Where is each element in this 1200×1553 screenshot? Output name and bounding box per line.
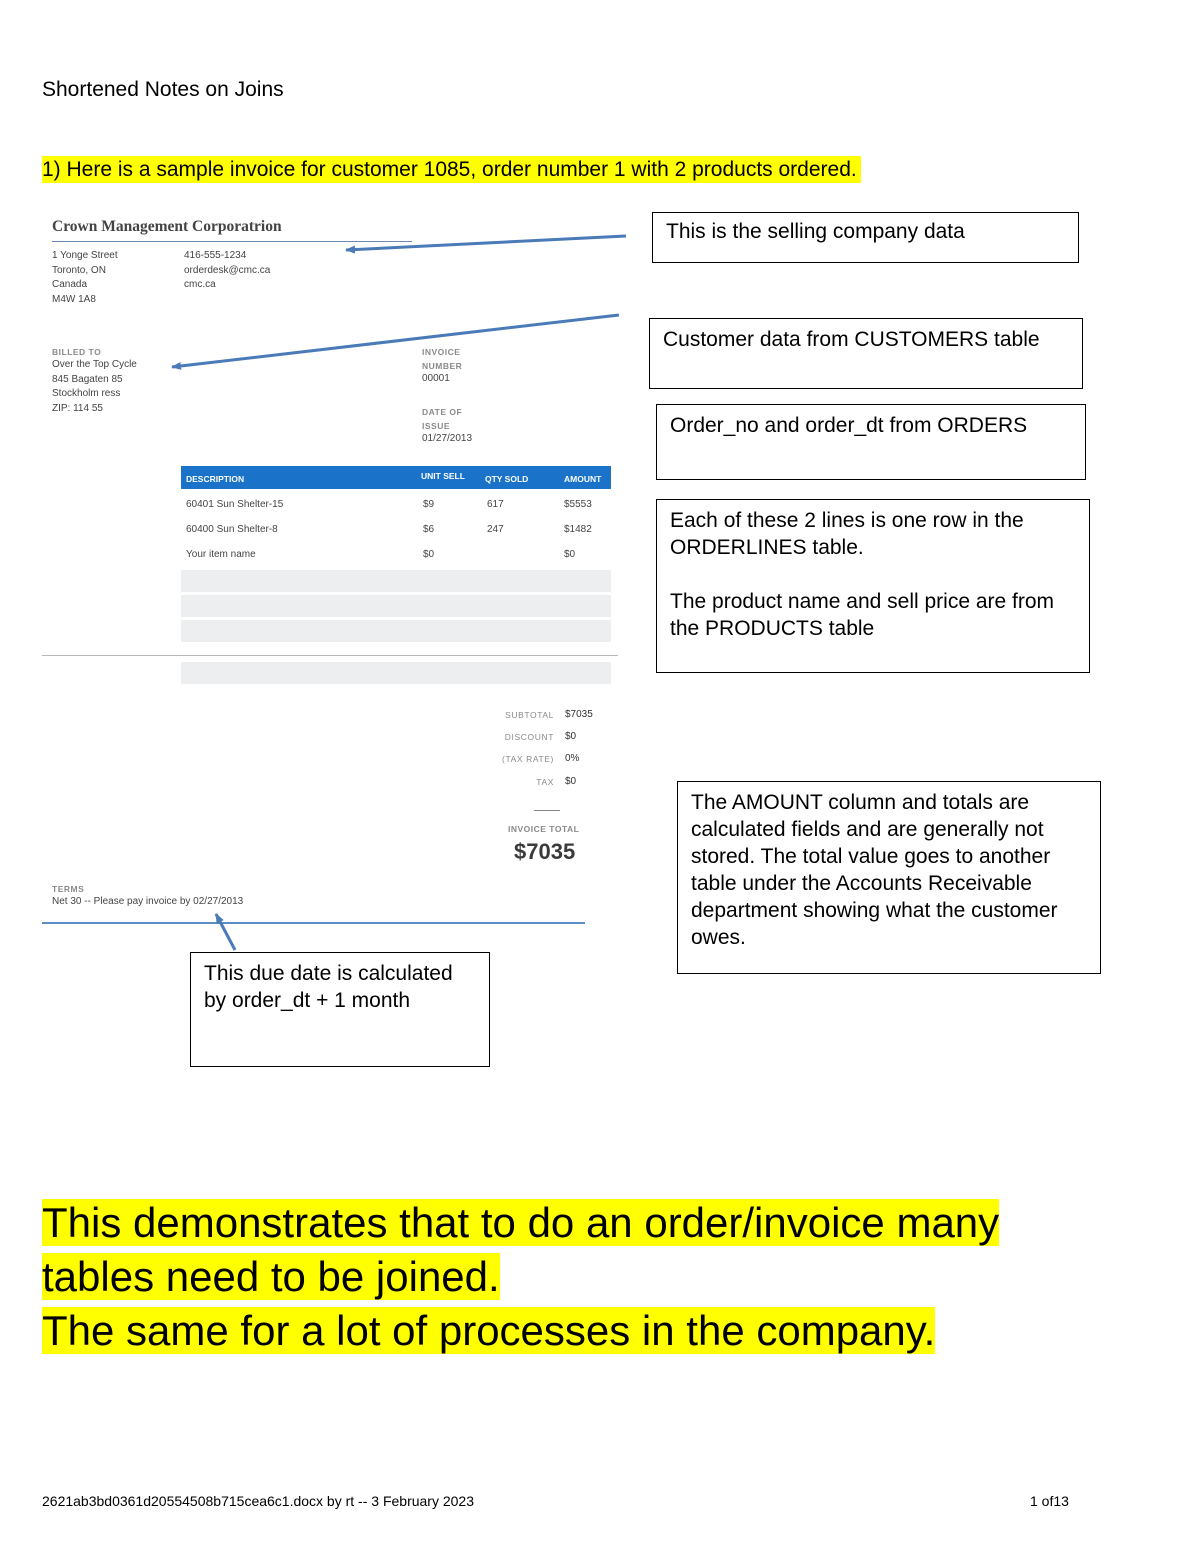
callout-text: This due date is calculated by order_dt + 1 month <box>204 962 453 1012</box>
row-amount: $0 <box>564 549 576 560</box>
callout-text: Each of these 2 lines is one row in the ORDERLINES table. <box>670 509 1024 559</box>
intro-highlight: 1) Here is a sample invoice for customer 1085, order number 1 with 2 products ordered. <box>42 156 861 183</box>
billed-line: ZIP: 114 55 <box>52 402 103 414</box>
row-description: Your item name <box>186 549 256 560</box>
contact-email: orderdesk@cmc.ca <box>184 264 271 276</box>
invoice-number-label-1: INVOICE <box>422 347 461 357</box>
terms-text: Net 30 -- Please pay invoice by 02/27/2013 <box>52 896 244 907</box>
row-unit-sell: $9 <box>423 499 435 510</box>
billed-line: Over the Top Cycle <box>52 359 137 370</box>
row-amount: $1482 <box>564 524 592 535</box>
row-unit-sell: $6 <box>423 524 435 535</box>
document-title: Shortened Notes on Joins <box>42 78 284 101</box>
date-label-2: ISSUE <box>422 421 451 431</box>
company-name: Crown Management Corporatrion <box>52 218 282 235</box>
col-unit-sell: UNIT SELL <box>421 471 465 481</box>
row-description: 60401 Sun Shelter-15 <box>186 499 284 510</box>
row-amount: $5553 <box>564 499 592 510</box>
billed-line: Stockholm ress <box>52 388 121 399</box>
address-line: Canada <box>52 279 88 290</box>
address-line: M4W 1A8 <box>52 293 96 305</box>
billed-to-label: BILLED TO <box>52 347 102 357</box>
invoice-number: 00001 <box>422 373 450 384</box>
tax-value: $0 <box>565 776 577 787</box>
conclusion-line: tables need to be joined. <box>42 1253 500 1300</box>
invoice-total-label: INVOICE TOTAL <box>508 824 580 834</box>
contact-phone: 416-555-1234 <box>184 250 247 261</box>
billed-line: 845 Bagaten 85 <box>52 373 123 385</box>
conclusion-line: The same for a lot of processes in the company. <box>42 1307 936 1354</box>
callout-text: This is the selling company data <box>666 220 965 243</box>
subtotal-value: $7035 <box>565 709 593 720</box>
arrow-customer <box>172 315 619 367</box>
invoice-number-label-2: NUMBER <box>422 361 463 371</box>
row-qty: 247 <box>487 524 504 535</box>
subtotal-label: SUBTOTAL <box>505 710 554 720</box>
conclusion <box>42 1196 1162 1358</box>
callout-text: The AMOUNT column and totals are calculated fields and are generally not stored. The total value goes to another table under the Accounts Receivable department showing what the customer owes. <box>691 791 1058 949</box>
row-unit-sell: $0 <box>423 549 435 560</box>
tax-rate-value: 0% <box>565 753 580 764</box>
callout-text: Order_no and order_dt from ORDERS <box>670 414 1028 437</box>
date-label-1: DATE OF <box>422 407 463 417</box>
callout-text: The product name and sell price are from the PRODUCTS table <box>670 590 1055 640</box>
arrow-due-date <box>216 914 235 950</box>
col-description: DESCRIPTION <box>186 474 245 484</box>
callout-text: Customer data from CUSTOMERS table <box>663 328 1040 351</box>
contact-website: cmc.ca <box>184 279 216 290</box>
address-line: 1 Yonge Street <box>52 250 118 261</box>
tax-rate-label: (TAX RATE) <box>502 754 554 764</box>
discount-value: $0 <box>565 731 577 742</box>
row-qty: 617 <box>487 499 504 510</box>
row-description: 60400 Sun Shelter-8 <box>186 524 278 535</box>
tax-label: TAX <box>536 777 554 787</box>
footer-page-number: 1 of13 <box>1030 1493 1069 1509</box>
terms-label: TERMS <box>52 884 85 894</box>
conclusion-line: This demonstrates that to do an order/invoice many <box>42 1199 1000 1246</box>
date-of-issue: 01/27/2013 <box>422 433 473 444</box>
invoice-total: $7035 <box>514 839 576 864</box>
address-line: Toronto, ON <box>52 264 106 276</box>
arrow-company <box>346 236 626 250</box>
footer-filename: 2621ab3bd0361d20554508b715cea6c1.docx by rt -- 3 February 2023 <box>42 1493 474 1509</box>
discount-label: DISCOUNT <box>504 732 554 742</box>
col-qty-sold: QTY SOLD <box>485 474 529 484</box>
col-amount: AMOUNT <box>564 474 602 484</box>
